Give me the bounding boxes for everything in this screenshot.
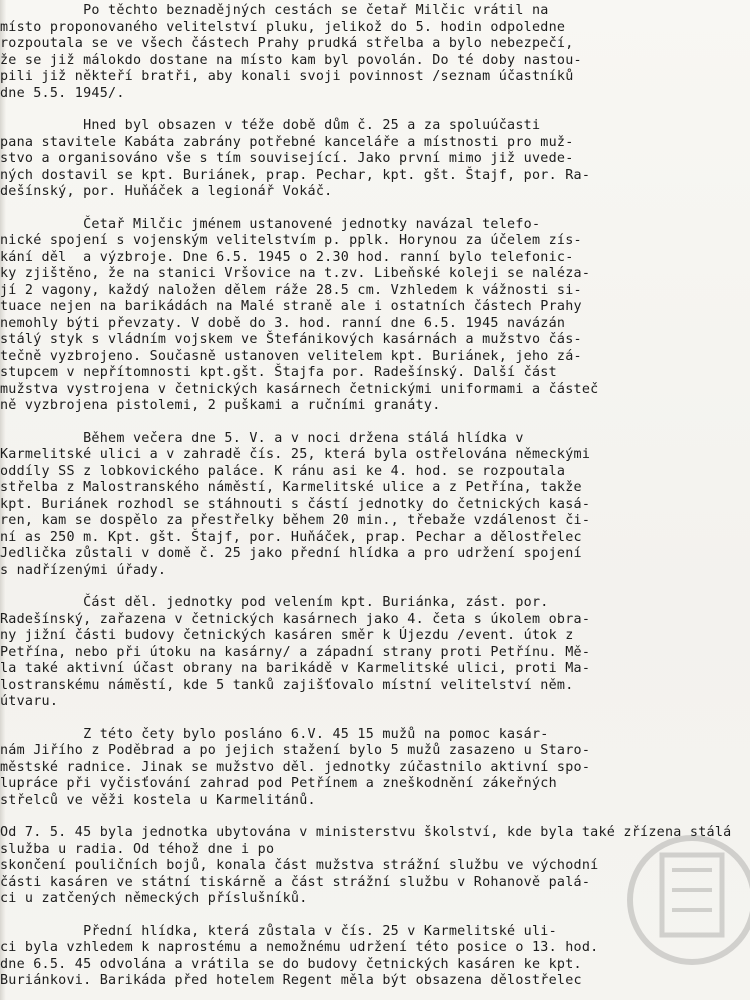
paragraph-platoon-dispatch: [0, 727, 750, 810]
text-line: lupráce při vyčisťování zahrad pod Petřínem a zneškodnění zákeřných: [0, 776, 557, 791]
paragraph-house-25: [0, 118, 750, 201]
paragraph-telephone-contact: [0, 217, 750, 415]
text-line: pana stavitele Kabáta zabrány potřebné kanceláře a místnosti pro muž-: [0, 134, 574, 150]
text-line: Část děl. jednotky pod velením kpt. Buriánka, zást. por.: [0, 595, 549, 610]
text-line: Během večera dne 5. V. a v noci držena stálá hlídka v: [0, 430, 524, 446]
text-line: Z této čety bylo posláno 6.V. 45 15 mužů na pomoc kasár-: [0, 726, 549, 742]
text-line: ně vyzbrojena pistolemi, 2 puškami a ručními granáty.: [0, 398, 441, 413]
text-line: Po těchto beznadějných cestách se četař Milčic vrátil na: [0, 3, 549, 18]
text-line: ci u zatčených německých příslušníků.: [0, 891, 308, 906]
text-line: Od 7. 5. 45 byla jednotka ubytována v ministerstvu školství, kde byla také zřízena stálá služba u radia. Od téhož dne i po: [0, 825, 732, 857]
text-line: stálý styk s vládním vojskem ve Štefánikových kasárnách a mužstvo čás-: [0, 332, 582, 347]
text-line: jí 2 vagony, každý naložen dělem ráže 28.5 cm. Vzhledem k vážnosti si-: [0, 282, 582, 298]
text-line: Petřína, nebo při útoku na kasárny/ a západní strany proti Petřínu. Mě-: [0, 644, 591, 660]
text-line: Přední hlídka, která zůstala v čís. 25 v Karmelitské uli-: [0, 923, 557, 939]
text-line: dne 6.5. 45 odvolána a vrátila se do budovy četnických kasáren ke kpt.: [0, 956, 582, 972]
text-line: ky zjištěno, že na stanici Vršovice na t.zv. Libeňské koleji se naléza-: [0, 266, 591, 281]
text-line: městské radnice. Jinak se mužstvo děl. jednotky zúčastnilo aktivní spo-: [0, 759, 591, 775]
text-line: místo proponovaného velitelství pluku, jelikož do 5. hodin odpoledne: [0, 19, 566, 35]
text-line: Četař Milčic jménem ustanovené jednotky navázal telefo-: [0, 216, 541, 232]
text-line: stupcem v nepřítomnosti kpt.gšt. Štajfa por. Radešínský. Další část: [0, 365, 557, 380]
text-line: mužstva vystrojena v četnických kasárnech četnickými uniformami a částeč: [0, 381, 599, 397]
text-line: dne 5.5. 1945/.: [0, 85, 125, 101]
text-line: nám Jiřího z Poděbrad a po jejich stažení bylo 5 mužů zasazeno u Staro-: [0, 743, 591, 758]
text-line: tuace nejen na barikádách na Malé straně ale i ostatních částech Prahy: [0, 299, 582, 314]
text-line: dešínský, por. Huňáček a legionář Vokáč.: [0, 184, 333, 199]
text-line: nemohly býti převzaty. V době do 3. hod. ranní dne 6.5. 1945 navázán: [0, 315, 566, 331]
text-line: ní as 250 m. Kpt. gšt. Štajf, por. Huňáček, prap. Pechar a dělostřelec: [0, 529, 582, 545]
paragraph-return-to-hq: [0, 0, 750, 102]
text-line: kpt. Buriánek rozhodl se stáhnouti s částí jednotky do četnických kasá-: [0, 496, 591, 512]
text-line: la také aktivní účast obrany na barikádě v Karmelitské ulici, proti Ma-: [0, 661, 591, 676]
paragraph-evening-watch: [0, 431, 750, 580]
text-line: kání děl a výzbroje. Dne 6.5. 1945 o 2.30 hod. ranní bylo telefonic-: [0, 249, 574, 265]
text-line: střelců ve věži kostela u Karmelitánů.: [0, 792, 316, 808]
paragraph-artillery-unit: [0, 595, 750, 711]
text-line: Radešínský, zařazena v četnických kasárnech jako 4. četa s úkolem obra-: [0, 611, 591, 627]
text-line: s nadřízenými úřady.: [0, 562, 167, 578]
text-line: Buriánkovi. Barikáda před hotelem Regent měla být obsazena dělostřelec: [0, 973, 582, 988]
text-line: útvaru.: [0, 694, 59, 709]
text-line: oddíly SS z lobkovického paláce. K ránu asi ke 4. hod. se rozpoutala: [0, 463, 566, 479]
text-line: pili již někteří bratři, aby konali svoji povinnost /seznam účastníků: [0, 69, 574, 84]
text-line: stvo a organisováno vše s tím související. Jako první mimo již uvede-: [0, 151, 574, 166]
text-line: rozpoutala se ve všech částech Prahy prudká střelba a bylo nebezpečí,: [0, 36, 574, 51]
text-line: tečně vyzbrojeno. Současně ustanoven velitelem kpt. Buriánek, jeho zá-: [0, 348, 582, 364]
archive-stamp-watermark: [602, 800, 750, 1000]
text-line: ných dostavil se kpt. Buriánek, prap. Pechar, kpt. gšt. Štajf, por. Ra-: [0, 167, 591, 183]
text-line: že se již málokdo dostane na místo kam byl povolán. Do té doby nastou-: [0, 52, 582, 68]
text-line: Hned byl obsazen v téže době dům č. 25 a za spoluúčasti: [0, 118, 541, 133]
text-line: skončení pouličních bojů, konala část mužstva strážní službu ve východní: [0, 858, 599, 873]
text-line: Karmelitské ulici a v zahradě čís. 25, která byla ostřelována německými: [0, 447, 591, 462]
text-line: lostranskému náměstí, kde 5 tanků zajišťovalo místní velitelství něm.: [0, 677, 574, 693]
text-line: ny jižní části budovy četnických kasáren směr k Újezdu /event. útok z: [0, 628, 574, 643]
text-line: části kasáren ve státní tiskárně a část strážní službu v Rohanově palá-: [0, 874, 591, 890]
text-line: ren, kam se dospělo za přestřelky během 20 min., třebaže vzdálenost či-: [0, 513, 591, 528]
text-line: ci byla vzhledem k naprostému a nemožnému udržení této posice o 13. hod.: [0, 940, 599, 955]
text-line: Jedlička zůstali v domě č. 25 jako přední hlídka a pro udržení spojení: [0, 546, 582, 561]
text-line: střelba z Malostranského náměstí, Karmelitské ulice a z Petřína, takže: [0, 480, 582, 495]
text-line: nické spojení s vojenským velitelstvím p. pplk. Horynou za účelem zís-: [0, 233, 582, 248]
